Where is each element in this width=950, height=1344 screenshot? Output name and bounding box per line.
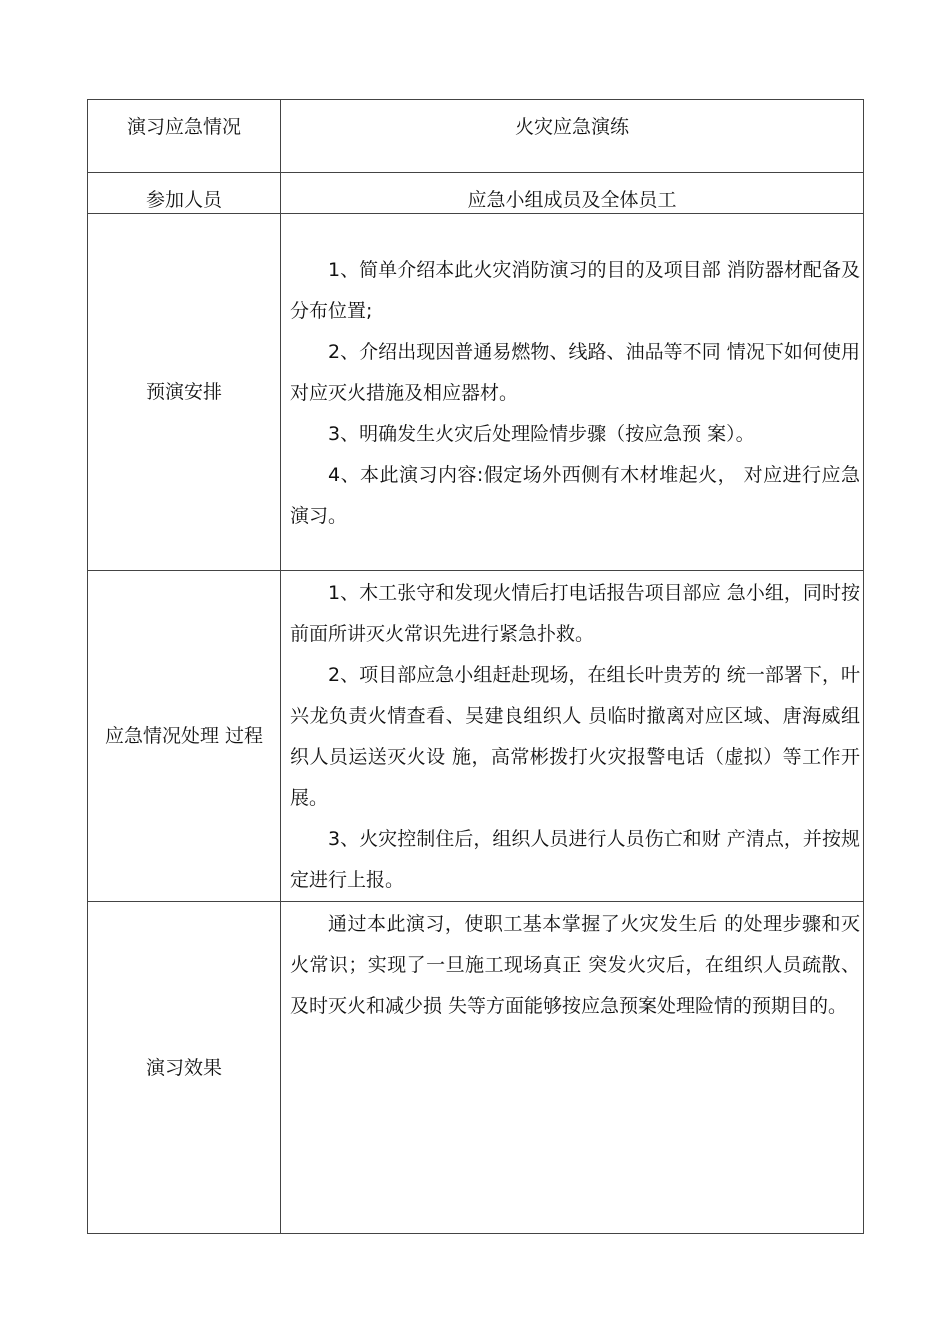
situation-value-cell: [281, 100, 864, 173]
arrangement-content: [281, 214, 864, 571]
effect-label: 演习效果: [88, 902, 281, 1234]
situation-value: 火灾应急演练: [514, 116, 629, 138]
arrangement-paragraph: 3、明确发生火灾后处理险情步骤（按应急预 案）。: [328, 423, 755, 445]
arrangement-label: 预演安排: [88, 214, 281, 571]
effect-paragraph: 通过本此演习，使职工基本掌握了火灾发生后 的处理步骤和灭火常识；实现了一旦施工现场真正 突发火灾后，在组织人员疏散、及时灭火和减少损 失等方面能够按应急预案处理险情的预期目的。: [290, 913, 860, 1017]
table-row-arrangement: [88, 214, 864, 571]
table-row-situation: [88, 100, 864, 173]
arrangement-paragraph: 4、本此演习内容:假定场外西侧有木材堆起火， 对应进行应急演习。: [290, 464, 860, 527]
table-row-process: [88, 571, 864, 902]
arrangement-paragraph: 2、介绍出现因普通易燃物、线路、油品等不同 情况下如何使用对应灭火措施及相应器材。: [290, 341, 860, 404]
process-label: 应急情况处理 过程: [88, 571, 281, 902]
participants-value-cell: [281, 173, 864, 214]
table-row-effect: [88, 902, 864, 1234]
process-paragraph: 2、项目部应急小组赶赴现场，在组长叶贵芳的 统一部署下，叶兴龙负责火情查看、吴建良组织人 员临时撤离对应区域、唐海威组织人员运送灭火设 施，高常彬拨打火灾报警电话（虚拟）等工作开展。: [290, 664, 860, 809]
participants-label: 参加人员: [145, 189, 222, 211]
participants-value: 应急小组成员及全体员工: [467, 189, 677, 211]
process-paragraph: 3、火灾控制住后，组织人员进行人员伤亡和财 产清点，并按规定进行上报。: [290, 828, 860, 891]
process-content: [281, 571, 864, 902]
situation-label-cell: [88, 100, 281, 173]
drill-record-table: [87, 99, 864, 1234]
situation-label: 演习应急情况: [126, 116, 241, 138]
participants-label-cell: [88, 173, 281, 214]
arrangement-paragraph: 1、简单介绍本此火灾消防演习的目的及项目部 消防器材配备及分布位置;: [290, 259, 860, 322]
process-paragraph: 1、木工张守和发现火情后打电话报告项目部应 急小组，同时按前面所讲灭火常识先进行紧急扑救。: [290, 582, 860, 645]
table-row-participants: [88, 173, 864, 214]
effect-content: [281, 902, 864, 1234]
